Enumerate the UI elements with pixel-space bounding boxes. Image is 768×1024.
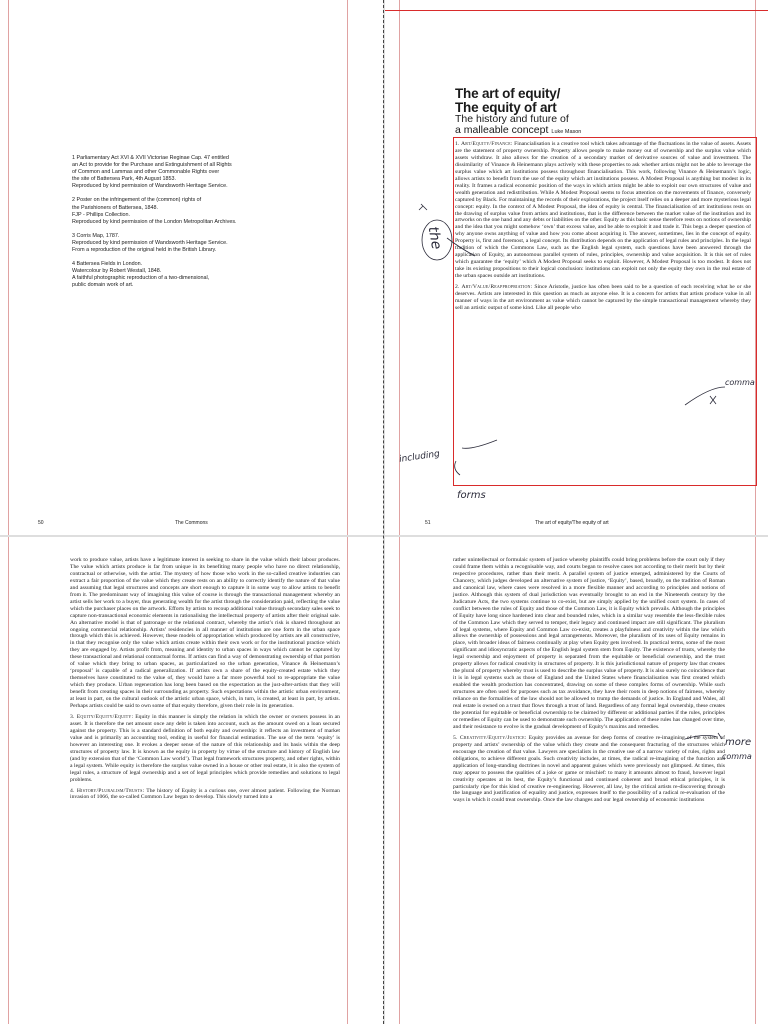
figure-captions — [72, 155, 312, 297]
insert-mark — [718, 733, 722, 739]
section-text: The history of Equity is a curious one, over almost patient. Following the Norman invasion of 1066, the so-called Common Law began to develop. This slowly turned into a — [70, 787, 341, 801]
article-body-continued — [70, 557, 340, 805]
caption-1: 1 Parliamentary Act XVI & XVII Victoriae Reginae Cap. 47 entitled an Act to provide for the Purchase and Extinguishment of all Rights of Common and Lammas and other Commonable Rights over the site of Battersea Park, 4th August 1853. Reproduced by kind permission of Wandsworth Heritage Service. — [72, 155, 232, 190]
margin-guide — [347, 537, 348, 1024]
running-head: The Commons — [175, 520, 208, 526]
pen-marks — [385, 0, 768, 535]
page-number: 51 — [425, 520, 431, 526]
margin-guide — [347, 0, 348, 535]
page-number: 50 — [38, 520, 44, 526]
paragraph-continued: work to produce value, artists have a legitimate interest in seeking to share in the value which their labour produces. The value which artists produce is far from unique in its benefiting many people who have no direct relationship, contractual or otherwise, with the artist. The mystery of how those who work in the so-called creative industries can extract a fair proportion of the value which they create rests on an ability to correctly identify the nature of that value and assuming that legal structures and concepts are short enough to capture it in some way to allow artists to benefit from it. The predominant way of imagining this value of course is through the transactional management whereby an artist sells her work to a buyer, thus generating wealth for the artist through the consideration paid, reflecting the value which the purchaser places on the artwork. Efforts by artists to recoup additional value through secondary sales seek to capture non-transactional economic elements in rationalising the intellectual property of artists after their original sale. An alternative model is that of patronage or the relational contract, whereby the artist’s risk is shared throughout an ongoing commercial relationship. Artists’ residencies in all manner of institutions are one form in the urban space through which this is achieved. However, these models of appropriation which produced by artists are all constructive, in that they recognise only the value which artists create within their own work or for the institutional practice which they are engaged by. Artists profit from, meaning and identity to urban spaces in ways which cannot be captured by these transactional and relational contractual forms. If artists can find a way of demonstrating ownership of that portion of value which they bring to urban spaces, as particularized so the urban generation, Vinance & Heinemann’s ‘proposal’ is capable of a radical generalization. If artists own a share of the equity-created estate which they themselves have constituted to the value of, they would have a far more powerful tool to re-appropriate the value which they produce. Urban regeneration has long been based on the expectation as the just-after-artists that they will benefit from creating spaces in their surrounding as property. Such expectations within the artistic urban environment, at least in part, on the cultural outlook of the artistic urban space, which, in turn, is created, at least in part, by artists. Perhaps artists could be said to own some of that equity therefore, given their role in its generation. — [70, 557, 340, 710]
annotation-forms: forms — [457, 490, 486, 501]
arrow-line — [455, 461, 460, 475]
page-50 — [0, 0, 383, 535]
arrow-line — [685, 735, 717, 739]
margin-guide — [8, 537, 9, 1024]
spread-spine — [383, 0, 384, 1024]
page-52 — [0, 537, 383, 1024]
subtitle-text: The history and future of a malleable concept — [455, 113, 569, 136]
caption-2: 2 Poster on the infringement of the (common) rights of the Parishioners of Battersea, 1848. FJP - Phillips Collection. Reproduced by kind permission of the London Metropolitan Archives. — [72, 197, 237, 225]
annotation-including: including — [398, 449, 441, 465]
margin-guide — [8, 0, 9, 535]
section-text: Financialisation is a creative tool which takes advantage of the fluctuations in the value of assets. Assets are the statement of property ownership. Property allows people to make money out of ownership and the surplus value which assets withdraw. It also allows for the creation of a secondary market of derivative sources of value and investment. The dissimilarity of Vinance & Heinemann plays actively with these properties to ask whether artists might not be able to leverage the surplus value which art institutions possess throughout financialisation. This work, following Vinance & Heinemann’s logic, allows artists to benefit from the use of the equity which art institutions possess. A Modest Proposal is anything but modest in its reality. It frames a radical economic position of the ways in which artists might be able to exploit our own structures of value and wealth generation and redistribution. While A Modest Proposal seems to focus attention on the movements of finance, conversely captured by Black. For maintaining the records of their explorations, the project itself relies on a deeper and more mysterious legal concept: equity. In the context of A Modest Proposal, the idea of equity is central. The financialisation of art institutions rests on the drawing of surplus value from artists and institutions, that is the difference between the market value of the institution and its artworks on the one hand and any debts or liabilities on the other. Equity as this basic sense therefore rests on notions of ownership and the idea that you might somehow ‘own’ that excess value, and be able to exploit it and trade it. This begs a deeper question of why anyone owns anything of value and how you come about acquiring it. The answer, sometimes, lies in the concept of equity. Property is, first and foremost, a legal concept. Its distribution depends on the application of legal rules and principles. In the legal tradition of which the Commons Law, such as the English legal system, such questions have been answered through the application of Equity, an autonomous parallel system of rules, principles, ownership and value acquisition. It is this set of rules which guarantee the ‘equity’ which A Modest Proposal seeks to exploit. However, A Modest Proposal is too modest. It does not take its existing propositions to their logical conclusion: institutions can exploit not only the equity they own in the real estate of the urban spaces outside art institutions. — [455, 141, 751, 280]
annotation-comma: comma — [725, 378, 755, 387]
section-heading: 3. Equity/Equity/Equity: — [70, 713, 134, 720]
section-4 — [70, 788, 340, 802]
section-text: Equity in this manner is simply the relation in which the owner or owners possess in an asset. It is therefore the net amount once any debt is taken into account, such as the amount owed on a loan secured against the property. This is a standard definition of both equity and ownership: it reflects an investment of market value and is primarily an accounting tool, ending in useful for financial estimation. The use of the term ‘equity’ is however an interesting one. It evokes a deeper sense of the nature of this relationship and its basis within the deep structures of property law. It is known as the equity in property by virtue of the structure and history of English law (and by extension that of the ‘Common Law world’). That legal framework structures property, and other rights, within a legal system. While equity is therefore the surplus value owned in a house or other real estate, it is also the system of legal rules, a structure of legal ownership and a set of legal principles which provide remedies and solutions to legal problems. — [70, 713, 341, 783]
annotation-more: more — [725, 737, 752, 748]
annotation-the: the — [424, 225, 445, 251]
caption-4: 4 Battersea Fields in London. Watercolour by Robert Westall, 1848. A faithful photographic reproduction of a two-dimensional, public domain work of art. — [72, 261, 210, 289]
paragraph-continued: rather unintellectual or formulaic system of justice whereby plaintiffs could bring problems before the court only if they could frame them within a recognisable way, and courts began to resolve cases not according to their merit but by their respective procedures, rather than their merit. A parallel system of justice emerged, administered by the Courts of Chancery, which judges developed an alternative system of justice, ‘Equity’, based, broadly, on the tradition of Roman and canonical law, where cases were resolved in a more flexible manner and according to principles and notions of justice. Although this system of dual jurisdiction was eventually brought to an end in the Nineteenth century by the Judicature Acts, the two systems continue to co-exist, but are simply applied by the unified court system. In cases of conflict between the rules of Equity and those of the Common Law, it is Equity which prevails. Although the principles of Equity have long since hardened into clear and bounded rules, which in a similar way resemble the less-flexible rules of the Common Law which they served to temper, their legacy and continued impact are still significant. The pluralism of legal systems, where Equity and Common Law co-exist, creates a playfulness and creativity within the law which allows the ownership of possessions and legal arrangements. Moreover, the pluralism of its uses of Equity remains in place, with broader ideas of fairness continually at play when Equity gets involved. In practical terms, some of the most significant and idiosyncratic aspects of the English legal system stem from Equity. The existence of trusts, whereby the legal ownership and enjoyment of property is separated from the equitable or beneficial ownership, and the trust property allows for radical creativity in structures of property. It is this jurisdictional nature of property law that creates the plural of property whereby trust is used to describe the surplus value of property. It is also surely no coincidence that it is in legal systems such as those of England and the United States where financialisation was first created which enabled the wealth production has concentrated, drawing on some of these complex forms of ownership. While such structures are often used for purposes such as tax avoidance, they have their roots in deep notions of fairness, whereby reliance on the formalities of the law should not be allowed to trump the demands of justice. In England and Wales, all real estate is owned on a trust that flows through a trust of land. Regardless of any formal legal ownership, these creates the potential for equitable or beneficial ownership to be claimed by different or additional parties if the rules, principles or remedies of Equity can be used to demonstrate such ownership. The application of these rules has changed over time, and their resistance to evolve is the gradual development of Equity’s maxims and remedies. — [453, 557, 725, 730]
arrow-line — [685, 387, 725, 405]
caption-3: 3 Corris Map, 1787. Reproduced by kind permission of Wandsworth Heritage Service. From a reproduction of the original held in the British Library. — [72, 232, 228, 254]
section-heading: 2. Art/Value/Reappropriation: — [455, 284, 533, 291]
section-heading: 1. Art/Equity/Finance: — [455, 141, 513, 147]
section-heading: 4. History/Pluralism/Trusts: — [70, 787, 145, 794]
star-mark — [710, 396, 716, 404]
running-head: The art of equity/The equity of art — [535, 520, 609, 526]
insert-mark — [419, 204, 427, 210]
pen-marks — [385, 537, 768, 1024]
arrow-line — [462, 440, 497, 448]
article-title: The art of equity/ The equity of art — [455, 86, 561, 115]
section-heading: 5. Creativity/Equity/Justice: — [453, 734, 527, 741]
section-3 — [70, 714, 340, 784]
section-text: Equity provides an avenue for deep forms of creative re-imagining of the system of property and artists’ ownership of the value which they create and the consequent fracturing of the structures which encourage the creation of that value. Lawyers are specialists in the creative use of a narrow variety of rules, rights and obligations, to achieve different goals. Such creativity includes, at times, the radical re-imagining of the function and application of long-standing doctrines in novel and apparent guises which were previously not glimpsed. At times, this may appear to possess the qualities of a joke or game or mischief: to many it amounts almost to fraud, however legal creativity operates at its best, the Equity’s functional and continued coherent and broad ethical principles, it is particularly ripe for this kind of creative re-engineering. However, all law, by the critical artists re-discovering through the language and justification of equality and justice, expresses itself to the possibility of a radical re-evaluation of the ways in which it could treat ownership. Once the law changes and our legal ownership of economic institutions — [453, 734, 725, 804]
author-name: Luke Mason — [551, 128, 582, 135]
annotation-comma-2: comma — [722, 752, 752, 761]
page-51 — [385, 0, 768, 535]
page-53 — [385, 537, 768, 1024]
section-text: Since Aristotle, justice has often been said to be a question of each receiving what he or she deserves. Artists are interested in this question as much as anyone else. It is a concern for artists that artists produce value in all manner of ways in the art environment as value which cannot be captured by the simple transactional management whereby they sell an artistic output of some kind. Like all people who — [455, 284, 751, 311]
